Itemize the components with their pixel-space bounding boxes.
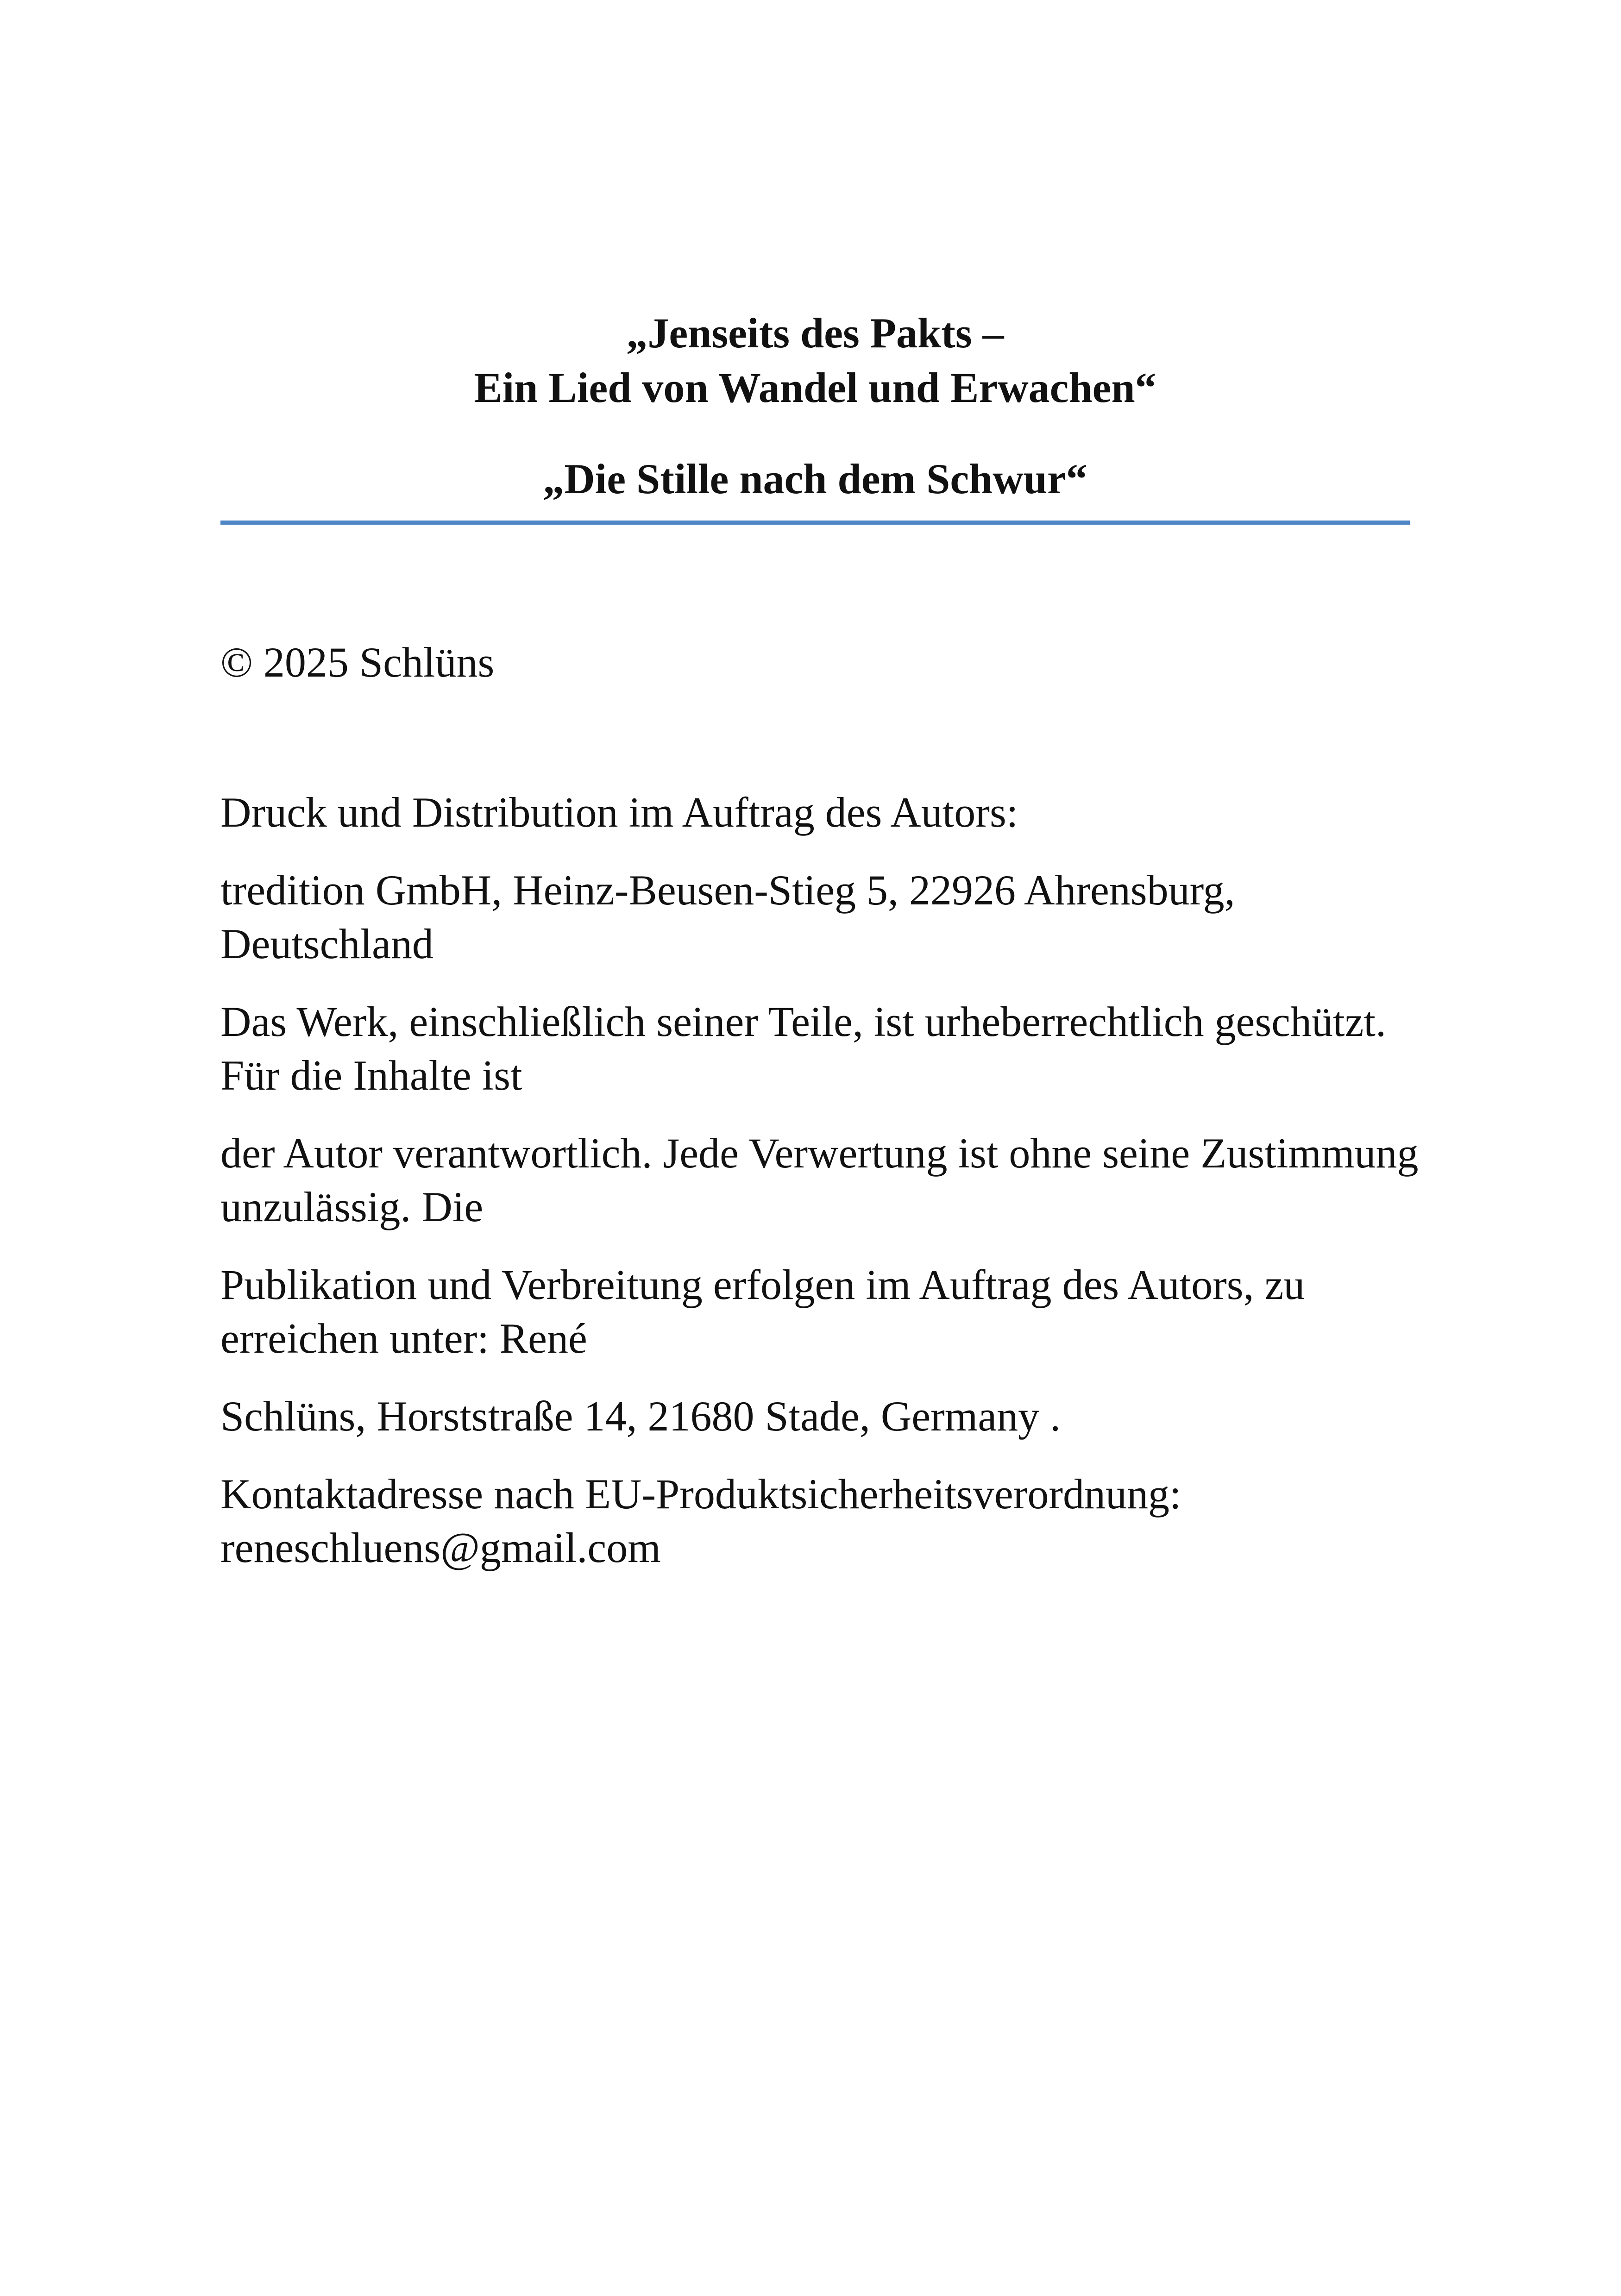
copyright-notice: © 2025 Schlüns	[220, 639, 495, 686]
imprint-paragraph-author-responsibility: der Autor verantwortlich. Jede Verwertung ist ohne seine Zustimmung unzulässig. Die	[220, 1129, 1419, 1230]
imprint-paragraph-author-address: Schlüns, Horststraße 14, 21680 Stade, Germany .	[220, 1393, 1061, 1440]
imprint-paragraph-publication: Publikation und Verbreitung erfolgen im Auftrag des Autors, zu erreichen unter: René	[220, 1261, 1305, 1362]
book-title-line-2: Ein Lied von Wandel und Erwachen“	[474, 364, 1156, 411]
imprint-paragraph-contact: Kontaktadresse nach EU-Produktsicherheitsverordnung: reneschluens@gmail.com	[220, 1470, 1181, 1571]
imprint-paragraph-distribution: Druck und Distribution im Auftrag des Autors:	[220, 789, 1018, 836]
title-divider	[220, 521, 1410, 525]
imprint-paragraph-copyright-protection: Das Werk, einschließlich seiner Teile, ist urheberrechtlich geschützt. Für die Inhalte ist	[220, 998, 1386, 1099]
book-title	[220, 306, 1410, 415]
book-subtitle: „Die Stille nach dem Schwur“	[543, 455, 1087, 502]
imprint-section	[220, 635, 1425, 1599]
imprint-paragraph-publisher-address: tredition GmbH, Heinz-Beusen-Stieg 5, 22926 Ahrensburg, Deutschland	[220, 866, 1235, 967]
book-title-line-1: „Jenseits des Pakts –	[626, 309, 1004, 357]
